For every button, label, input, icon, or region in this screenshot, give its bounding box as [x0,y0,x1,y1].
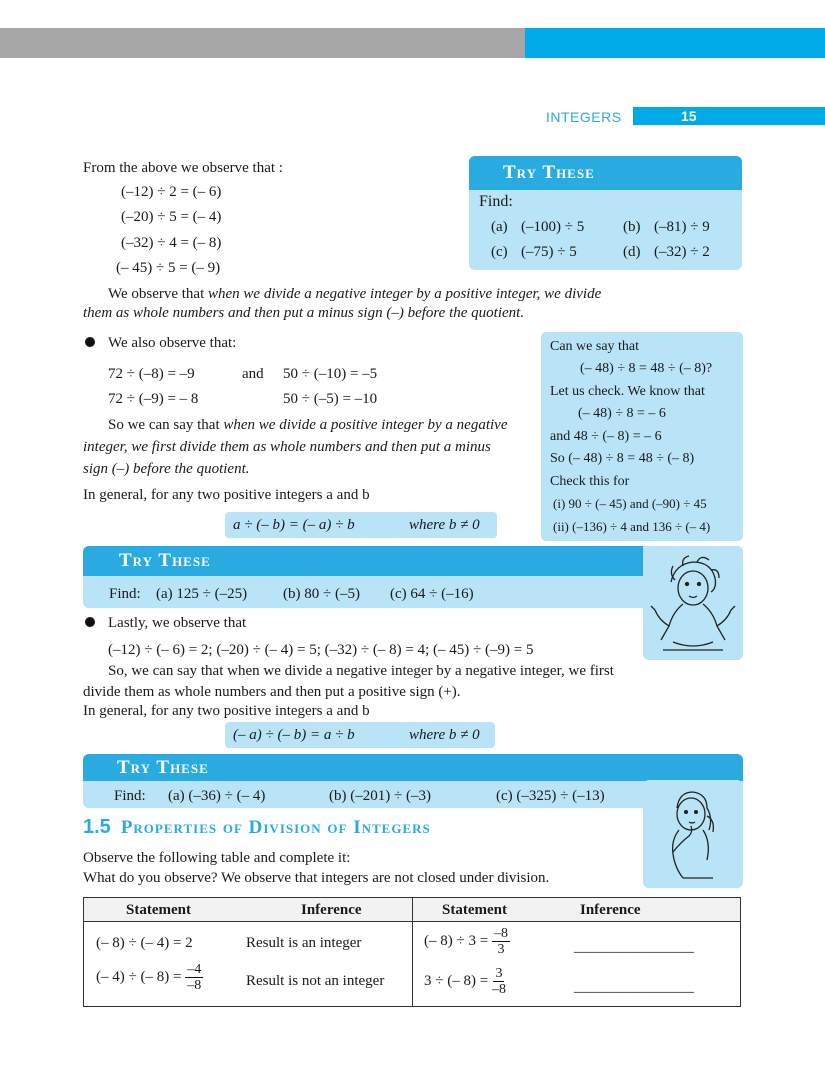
observation-line-2 [83,304,524,322]
lastly-say-1: So, we can say that when we divide a negative integer by a negative integer, we first [108,663,614,679]
table-header: Inference [580,902,641,918]
side-note-line: and 48 ÷ (– 8) = – 6 [550,429,662,444]
table-header: Statement [442,902,507,918]
find-label: Find: [479,193,513,210]
page-number-box [633,107,825,125]
formula-box-2 [225,722,495,748]
and-word: and [242,366,264,382]
numerator: –8 [493,926,508,941]
intro-example: (–12) ÷ 2 = (– 6) [121,184,222,200]
side-note-line: So (– 48) ÷ 8 = 48 ÷ (– 8) [550,451,695,466]
page-number: 15 [681,108,697,124]
formula-box-1 [225,512,497,538]
illustration-panel-2 [643,780,743,888]
bullet [85,617,95,627]
section-text: What do you observe? We observe that integers are not closed under division. [83,870,550,886]
denominator: –8 [187,978,202,993]
general-statement: In general, for any two positive integers a and b [83,703,370,719]
observation-line-1 [108,285,601,303]
say-italic: sign (–) before the quotient. [83,461,250,477]
numerator: 3 [495,966,503,981]
table-cell [96,962,203,993]
table-header: Inference [301,902,362,918]
formula-where: where b ≠ 0 [409,727,480,743]
try-item: (c) (–325) ÷ (–13) [496,788,605,804]
try-item: (b) 80 ÷ (–5) [283,586,360,602]
say-line-1 [108,416,507,434]
intro-lead: From the above we observe that : [83,160,283,176]
answer-blank[interactable]: ________________ [574,979,694,995]
try-item-label: (d) [623,244,641,260]
example-row: 50 ÷ (–5) = –10 [283,391,378,407]
observation-plain: We observe that [108,286,205,302]
side-note-line: Check this for [550,474,630,489]
lastly-say-2: divide them as whole numbers and then put a positive sign (+). [83,684,461,700]
table-cell: Result is not an integer [246,973,385,989]
lastly-lead: Lastly, we observe that [108,615,247,631]
side-note-line: Can we say that [550,339,640,354]
lastly-equations: (–12) ÷ (– 6) = 2; (–20) ÷ (– 4) = 5; (–32) ÷ (– 8) = 4; (– 45) ÷ (–9) = 5 [108,642,534,658]
try-item-expr: (–32) ÷ 2 [654,244,710,260]
try-item-label: (c) [491,244,508,260]
try-item: (c) 64 ÷ (–16) [390,586,474,602]
formula: a ÷ (– b) = (– a) ÷ b [233,517,355,533]
fraction [492,966,506,997]
find-label: Find: [109,586,141,602]
denominator: –8 [491,982,506,997]
general-statement: In general, for any two positive integers a and b [83,487,370,503]
try-item: (a) (–36) ÷ (– 4) [168,788,266,804]
chapter-name: INTEGERS [546,109,622,125]
try-these-title: Try These [503,162,595,183]
try-item: (a) 125 ÷ (–25) [156,586,248,602]
try-item-label: (a) [491,219,508,235]
try-item: (b) (–201) ÷ (–3) [329,788,431,804]
example-row: 72 ÷ (–8) = –9 [108,366,195,382]
try-these-header [83,546,643,576]
example-row: 72 ÷ (–9) = – 8 [108,391,199,407]
formula-where: where b ≠ 0 [409,517,480,533]
observation-italic: when we divide a negative integer by a positive integer, we divide [208,286,602,302]
say-line-3 [83,460,250,478]
find-label: Find: [114,788,146,804]
try-these-header [83,754,743,781]
section-text: Observe the following table and complete it: [83,850,351,866]
answer-blank[interactable]: ________________ [574,939,694,955]
try-these-header [469,156,742,190]
side-note-box [541,332,743,541]
pondering-girl-illustration [643,780,743,888]
table-cell: (– 8) ÷ (– 4) = 2 [96,935,193,951]
side-note-line: (i) 90 ÷ (– 45) and (–90) ÷ 45 [553,496,707,511]
try-these-title: Try These [119,550,211,571]
example-row: 50 ÷ (–10) = –5 [283,366,378,382]
try-item-label: (b) [623,219,641,235]
fraction [492,926,510,957]
try-item-expr: (–81) ÷ 9 [654,219,710,235]
also-observe-lead: We also observe that: [108,335,237,351]
say-line-2 [83,438,491,456]
section-title: Properties of Division of Integers [120,817,431,838]
side-note-line: (– 48) ÷ 8 = 48 ÷ (– 8)? [580,361,713,376]
illustration-panel-1 [643,546,743,660]
try-these-title: Try These [117,757,209,778]
section-number: 1.5 [83,816,111,838]
try-these-box-1 [469,156,742,270]
say-plain: So we can say that [108,417,220,433]
intro-example: (–20) ÷ 5 = (– 4) [121,209,222,225]
try-item-expr: (–100) ÷ 5 [521,219,585,235]
bullet [85,337,95,347]
thinking-girl-illustration [643,546,743,660]
formula: (– a) ÷ (– b) = a ÷ b [233,727,355,743]
intro-example: (– 45) ÷ 5 = (– 9) [116,260,221,276]
observation-italic: them as whole numbers and then put a minus sign (–) before the quotient. [83,305,525,321]
side-note-line: (– 48) ÷ 8 = – 6 [578,406,666,421]
properties-table [83,897,741,1007]
fraction-prefix: 3 ÷ (– 8) = [424,972,489,989]
fraction-prefix: (– 8) ÷ 3 = [424,932,489,949]
side-note-line: (ii) (–136) ÷ 4 and 136 ÷ (– 4) [553,519,711,534]
say-italic: when we divide a positive integer by a negative [223,417,508,433]
table-cell [424,966,506,997]
numerator: –4 [187,962,202,977]
header-gray-bar [0,28,525,58]
table-cell: Result is an integer [246,935,362,951]
fraction-prefix: (– 4) ÷ (– 8) = [96,968,182,985]
side-note-line: Let us check. We know that [550,384,705,399]
table-divider [412,898,413,1006]
section-heading [83,816,431,839]
intro-example: (–32) ÷ 4 = (– 8) [121,235,222,251]
table-cell [424,926,510,957]
fraction [185,962,203,993]
try-item-expr: (–75) ÷ 5 [521,244,577,260]
denominator: 3 [497,942,505,957]
say-italic: integer, we first divide them as whole numbers and then put a minus [83,439,491,455]
header-blue-bar [525,28,825,58]
table-header: Statement [126,902,191,918]
